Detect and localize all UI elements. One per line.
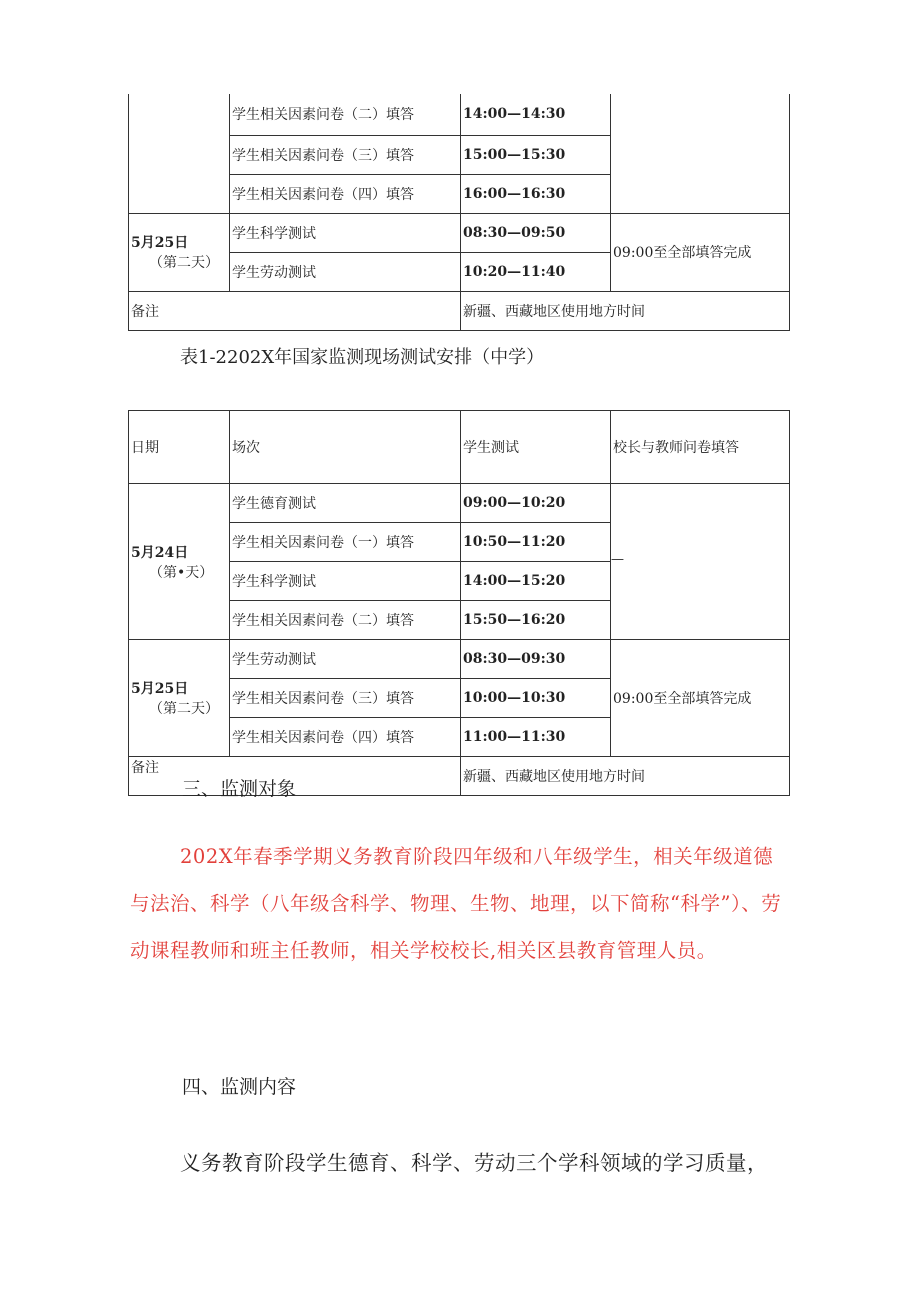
date-text: 5月25日: [131, 681, 189, 697]
principal-cell: [611, 213, 790, 291]
principal-text: —: [611, 552, 624, 567]
activity-cell: 学生相关因素问卷（二）填答: [230, 601, 461, 640]
header-date: 日期: [129, 411, 230, 484]
principal-text: 09:00至全部填答完成: [613, 691, 752, 707]
date-cell-continued: [129, 94, 230, 213]
activity-cell: 学生科学测试: [230, 562, 461, 601]
activity-cell: 学生相关因素问卷（三）填答: [230, 135, 461, 174]
date-cell: [129, 640, 230, 757]
section-paragraph-4: 义务教育阶段学生德育、科学、劳动三个学科领域的学习质量，: [180, 1151, 768, 1175]
time-cell: 14:00—14:30: [461, 94, 611, 135]
activity-cell: 学生劳动测试: [230, 640, 461, 679]
note-label: 备注: [129, 291, 461, 330]
activity-cell: 学生劳动测试: [230, 252, 461, 291]
section-paragraph-3: 202X年春季学期义务教育阶段四年级和八年级学生，相关年级道德与法治、科学（八年级含科学、物理、生物、地理，以下简称“科学”）、劳动课程教师和班主任教师，相关学校校长,相关区县教育管理人员。: [130, 845, 782, 962]
activity-cell: 学生相关因素问卷（一）填答: [230, 523, 461, 562]
activity-cell: 学生相关因素问卷（三）填答: [230, 679, 461, 718]
date-text: 5月25日: [131, 235, 189, 251]
table-caption: 表1-2202X年国家监测现场测试安排（中学）: [180, 347, 545, 368]
activity-cell: 学生德育测试: [230, 484, 461, 523]
time-cell: 10:50—11:20: [461, 523, 611, 562]
day-label: （第•天）: [149, 564, 214, 581]
note-text: 新疆、西藏地区使用地方时间: [461, 757, 790, 796]
header-session: 场次: [230, 411, 461, 484]
activity-cell: 学生相关因素问卷（四）填答: [230, 718, 461, 757]
principal-cell-continued: [611, 94, 790, 213]
section-heading-4: 四、监测内容: [182, 1076, 297, 1098]
day-label: （第二天）: [149, 701, 219, 717]
time-cell: 08:30—09:30: [461, 640, 611, 679]
time-cell: 14:00—15:20: [461, 562, 611, 601]
activity-cell: 学生相关因素问卷（二）填答: [230, 94, 461, 135]
activity-cell: 学生科学测试: [230, 213, 461, 252]
time-cell: 15:50—16:20: [461, 601, 611, 640]
principal-text: 09:00至全部填答完成: [613, 245, 752, 261]
date-cell: [129, 484, 230, 640]
time-cell: 11:00—11:30: [461, 718, 611, 757]
schedule-table-primary: [128, 94, 790, 331]
date-cell: [129, 213, 230, 291]
header-principal-teacher: 校长与教师问卷填答: [611, 411, 790, 484]
time-cell: 15:00—15:30: [461, 135, 611, 174]
date-text: 5月24日: [131, 544, 189, 561]
activity-cell: 学生相关因素问卷（四）填答: [230, 174, 461, 213]
time-cell: 10:00—10:30: [461, 679, 611, 718]
header-student-test: 学生测试: [461, 411, 611, 484]
time-cell: 10:20—11:40: [461, 252, 611, 291]
schedule-table-middle: [128, 410, 790, 796]
time-cell: 09:00—10:20: [461, 484, 611, 523]
principal-cell: [611, 640, 790, 757]
principal-cell: [611, 484, 790, 640]
time-cell: 08:30—09:50: [461, 213, 611, 252]
note-label: 备注: [129, 757, 461, 796]
note-text: 新疆、西藏地区使用地方时间: [461, 291, 790, 330]
time-cell: 16:00—16:30: [461, 174, 611, 213]
section-heading-3: 三、监测对象: [182, 778, 297, 800]
day-label: （第二天）: [149, 255, 219, 271]
